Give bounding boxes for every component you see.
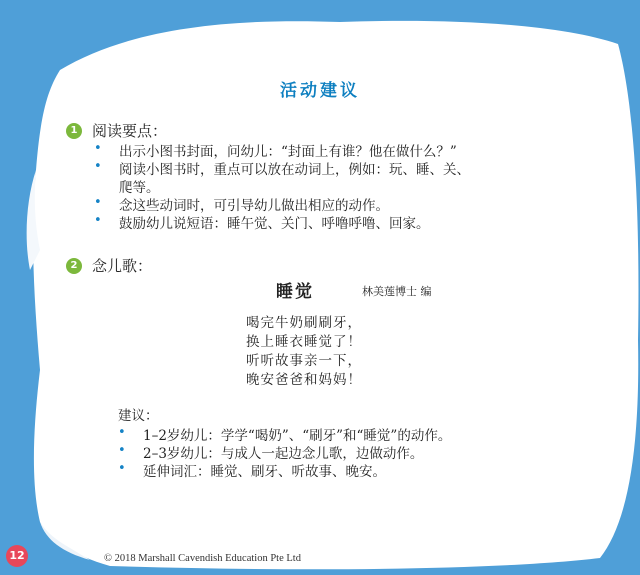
bullet-icon: • (94, 159, 102, 174)
rhyme-line: 晚安爸爸和妈妈！ (246, 372, 362, 388)
rhyme-line: 喝完牛奶刷刷牙， (246, 315, 362, 331)
rhyme-author: 林美莲博士 编 (362, 285, 432, 298)
reading-point: 鼓励幼儿说短语：睡午觉、关门、呼噜呼噜、回家。 (119, 216, 430, 232)
bullet-icon: • (118, 443, 126, 458)
section-number-badge: 2 (66, 258, 82, 274)
suggestion-item: 延伸词汇：睡觉、刷牙、听故事、晚安。 (143, 464, 386, 480)
suggestion-item: 1–2岁幼儿：学学“喝奶”、“刷牙”和“睡觉”的动作。 (143, 428, 452, 444)
section-number-badge: 1 (66, 123, 82, 139)
bullet-icon: • (94, 141, 102, 156)
bullet-icon: • (118, 461, 126, 476)
section-heading: 念儿歌： (92, 257, 153, 275)
bullet-icon: • (118, 425, 126, 440)
reading-point: 念这些动词时，可引导幼儿做出相应的动作。 (119, 198, 389, 214)
reading-point-continued: 爬等。 (119, 180, 160, 196)
page-title: 活动建议 (280, 81, 360, 101)
section-heading: 阅读要点： (92, 122, 168, 140)
suggestion-label: 建议： (118, 408, 159, 424)
reading-point: 阅读小图书时，重点可以放在动词上，例如：玩、睡、关、 (119, 162, 470, 178)
suggestion-item: 2–3岁幼儿：与成人一起边念儿歌，边做动作。 (143, 446, 424, 462)
page-number-badge: 12 (6, 545, 28, 567)
copyright-notice: © 2018 Marshall Cavendish Education Pte Ltd (104, 553, 301, 564)
rhyme-line: 换上睡衣睡觉了！ (246, 334, 362, 350)
bullet-icon: • (94, 195, 102, 210)
reading-point: 出示小图书封面，问幼儿：“封面上有谁？他在做什么？” (119, 144, 457, 160)
bullet-icon: • (94, 213, 102, 228)
rhyme-line: 听听故事亲一下， (246, 353, 362, 369)
rhyme-title: 睡觉 (276, 282, 314, 302)
